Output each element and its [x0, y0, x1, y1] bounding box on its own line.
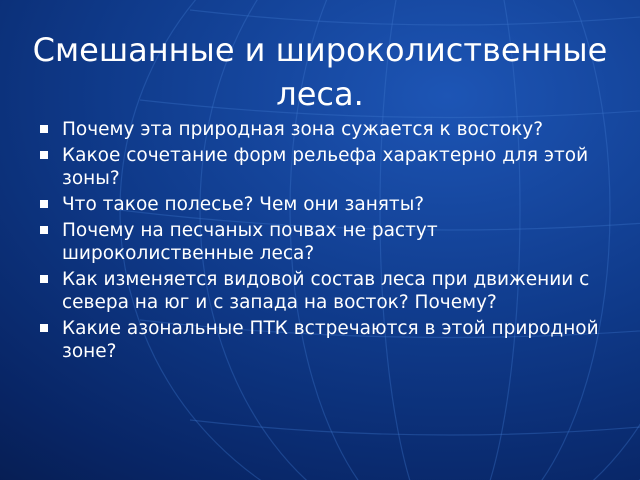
- bullet-item: [40, 144, 600, 190]
- bullet-item: [40, 219, 600, 265]
- bullet-item: [40, 268, 600, 314]
- square-bullet-icon: [40, 324, 48, 332]
- square-bullet-icon: [40, 275, 48, 283]
- square-bullet-icon: [40, 226, 48, 234]
- bullet-text: Почему эта природная зона сужается к востоку?: [62, 119, 544, 140]
- bullet-list: [40, 118, 600, 366]
- slide-title: Смешанные и широколиственные леса.: [32, 31, 608, 113]
- bullet-item: [40, 317, 600, 363]
- bullet-text: Какое сочетание форм рельефа характерно для этой зоны?: [62, 145, 589, 189]
- square-bullet-icon: [40, 151, 48, 159]
- bullet-text: Как изменяется видовой состав леса при движении с севера на юг и с запада на восток? Почему?: [62, 269, 590, 313]
- bullet-item: [40, 118, 600, 141]
- bullet-item: [40, 193, 600, 216]
- bullet-text: Что такое полесье? Чем они заняты?: [62, 194, 425, 215]
- square-bullet-icon: [40, 125, 48, 133]
- bullet-text: Какие азональные ПТК встречаются в этой природной зоне?: [62, 318, 599, 362]
- bullet-text: Почему на песчаных почвах не растут широколиственные леса?: [62, 220, 438, 264]
- square-bullet-icon: [40, 200, 48, 208]
